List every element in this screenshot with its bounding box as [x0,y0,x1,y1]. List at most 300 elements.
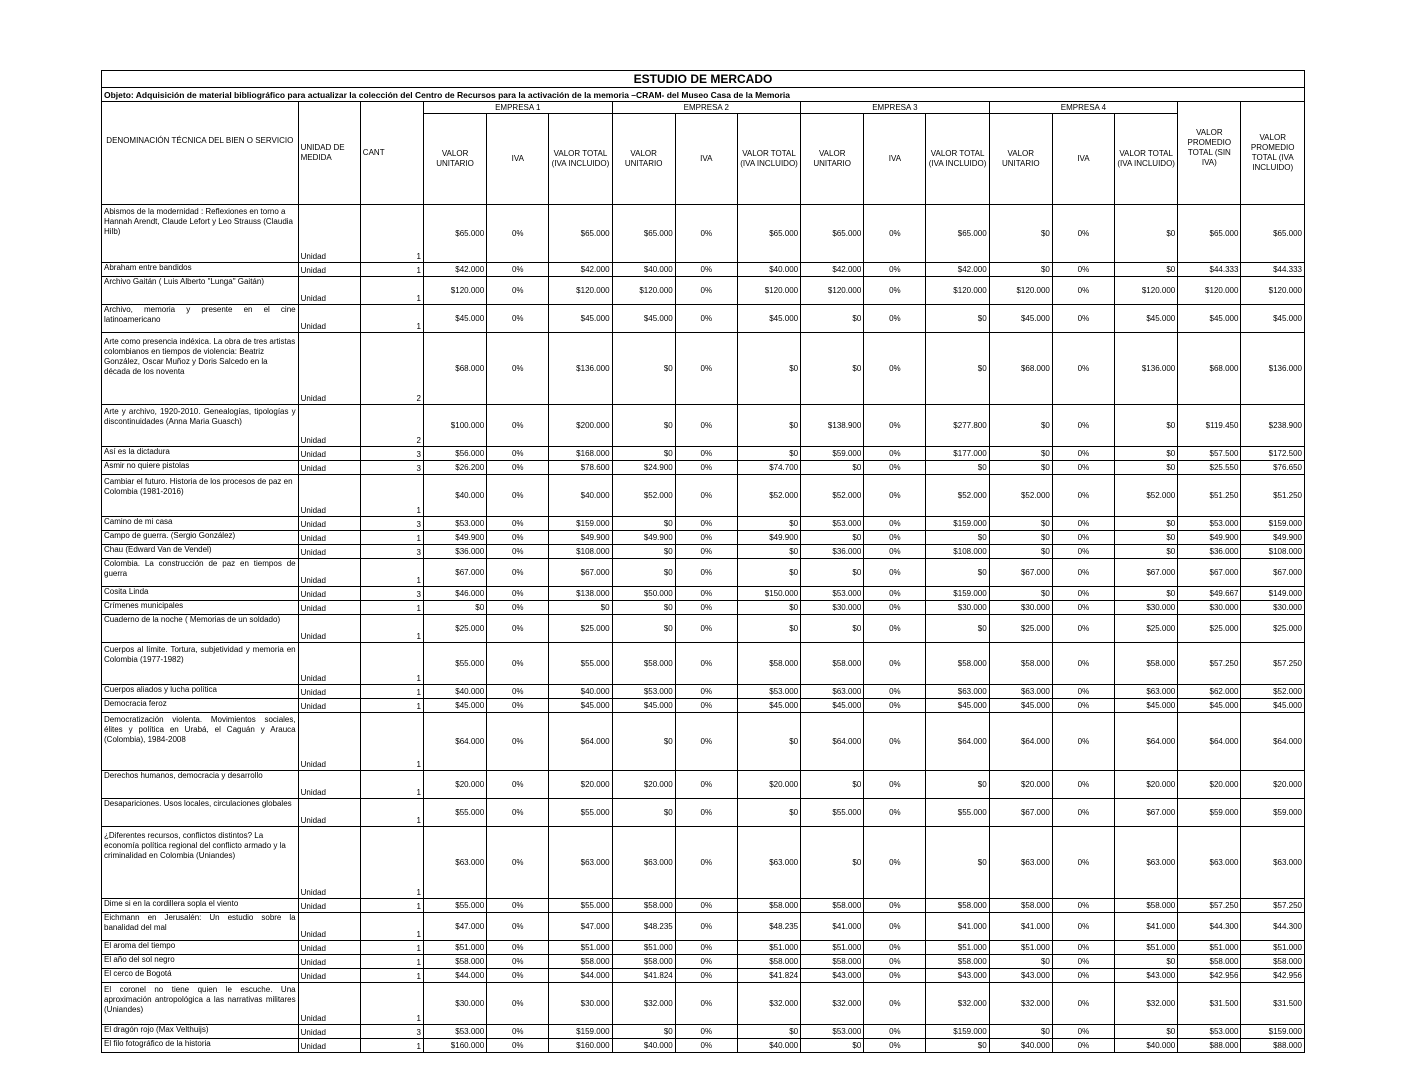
header-e1-valor-total: VALOR TOTAL (IVA INCLUIDO) [549,114,612,205]
item-unit: Unidad [298,517,360,531]
empresa-3-valor-total: $45.000 [926,699,989,713]
table-row [102,447,1305,461]
empresa-2-valor-unitario: $0 [612,601,675,615]
item-unit: Unidad [298,827,360,899]
table-row [102,475,1305,517]
header-e3-iva: IVA [864,114,926,205]
empresa-4-iva: 0% [1052,1039,1114,1053]
empresa-1-valor-total: $136.000 [549,333,612,405]
empresa-1-valor-total: $45.000 [549,305,612,333]
empresa-1-iva: 0% [487,475,549,517]
item-quantity: 1 [360,969,423,983]
empresa-2-valor-total: $0 [737,333,800,405]
objeto-line: Objeto: Adquisición de material bibliográfico para actualizar la colección del Centro de Recursos para la activación de la memoria –CRAM- del Museo Casa de la Memoria [102,88,1305,102]
empresa-4-valor-total: $52.000 [1115,475,1178,517]
promedio-iva: $42.956 [1241,969,1305,983]
promedio-iva: $120.000 [1241,277,1305,305]
promedio-iva: $44.300 [1241,913,1305,941]
table-row [102,545,1305,559]
empresa-4-valor-total: $30.000 [1115,601,1178,615]
empresa-1-valor-total: $44.000 [549,969,612,983]
item-description: Colombia. La construcción de paz en tiempos de guerra [102,559,299,587]
promedio-sin-iva: $45.000 [1178,699,1241,713]
promedio-sin-iva: $88.000 [1178,1039,1241,1053]
empresa-4-valor-unitario: $0 [989,405,1052,447]
empresa-2-valor-total: $58.000 [737,899,800,913]
empresa-2-iva: 0% [675,333,737,405]
header-empresa-4: EMPRESA 4 [989,102,1178,114]
empresa-1-valor-total: $55.000 [549,643,612,685]
empresa-3-iva: 0% [864,913,926,941]
item-description: Abismos de la modernidad : Reflexiones en torno a Hannah Arendt, Claude Lefort y Leo Strauss (Claudia Hilb) [102,205,299,263]
empresa-1-valor-unitario: $56.000 [423,447,486,461]
item-quantity: 3 [360,545,423,559]
empresa-3-valor-total: $159.000 [926,587,989,601]
item-unit: Unidad [298,447,360,461]
item-description: Arte y archivo, 1920-2010. Genealogías, tipologías y discontinuidades (Anna Maria Guasch) [102,405,299,447]
empresa-3-iva: 0% [864,333,926,405]
empresa-4-iva: 0% [1052,517,1114,531]
empresa-1-valor-unitario: $53.000 [423,517,486,531]
table-row [102,333,1305,405]
item-description: Chau (Edward Van de Vendel) [102,545,299,559]
item-quantity: 3 [360,587,423,601]
item-description: Derechos humanos, democracia y desarrollo [102,771,299,799]
empresa-4-valor-unitario: $0 [989,263,1052,277]
empresa-1-iva: 0% [487,405,549,447]
empresa-2-valor-unitario: $0 [612,1025,675,1039]
empresa-4-valor-unitario: $0 [989,447,1052,461]
table-row [102,941,1305,955]
table-row [102,277,1305,305]
empresa-1-valor-total: $108.000 [549,545,612,559]
item-quantity: 1 [360,1039,423,1053]
empresa-2-iva: 0% [675,305,737,333]
empresa-1-iva: 0% [487,799,549,827]
empresa-3-iva: 0% [864,531,926,545]
empresa-1-valor-total: $42.000 [549,263,612,277]
item-quantity: 1 [360,559,423,587]
empresa-2-iva: 0% [675,685,737,699]
empresa-2-valor-unitario: $0 [612,545,675,559]
empresa-4-valor-total: $136.000 [1115,333,1178,405]
empresa-1-valor-unitario: $0 [423,601,486,615]
empresa-4-valor-unitario: $32.000 [989,983,1052,1025]
empresa-4-valor-total: $0 [1115,461,1178,475]
empresa-2-valor-unitario: $0 [612,799,675,827]
empresa-3-iva: 0% [864,685,926,699]
empresa-4-iva: 0% [1052,559,1114,587]
empresa-1-iva: 0% [487,983,549,1025]
item-quantity: 1 [360,713,423,771]
empresa-2-valor-total: $45.000 [737,305,800,333]
promedio-iva: $159.000 [1241,517,1305,531]
header-e4-iva: IVA [1052,114,1114,205]
empresa-1-valor-total: $55.000 [549,799,612,827]
empresa-3-valor-unitario: $64.000 [801,713,864,771]
item-unit: Unidad [298,899,360,913]
item-unit: Unidad [298,531,360,545]
item-quantity: 1 [360,771,423,799]
empresa-2-valor-total: $40.000 [737,263,800,277]
empresa-3-valor-total: $55.000 [926,799,989,827]
empresa-1-iva: 0% [487,827,549,899]
empresa-1-iva: 0% [487,643,549,685]
empresa-1-valor-unitario: $45.000 [423,699,486,713]
promedio-iva: $45.000 [1241,305,1305,333]
empresa-4-iva: 0% [1052,587,1114,601]
promedio-iva: $44.333 [1241,263,1305,277]
empresa-3-iva: 0% [864,277,926,305]
item-description: Abraham entre bandidos [102,263,299,277]
item-unit: Unidad [298,205,360,263]
empresa-3-iva: 0% [864,461,926,475]
promedio-sin-iva: $44.300 [1178,913,1241,941]
promedio-iva: $31.500 [1241,983,1305,1025]
table-row [102,983,1305,1025]
empresa-2-valor-total: $20.000 [737,771,800,799]
empresa-3-valor-unitario: $32.000 [801,983,864,1025]
empresa-1-valor-total: $55.000 [549,899,612,913]
empresa-3-valor-unitario: $45.000 [801,699,864,713]
empresa-3-valor-total: $0 [926,305,989,333]
empresa-2-valor-total: $0 [737,559,800,587]
item-description: Camino de mi casa [102,517,299,531]
empresa-2-iva: 0% [675,545,737,559]
empresa-3-valor-unitario: $41.000 [801,913,864,941]
item-description: Archivo Gaitán ( Luis Alberto "Lunga" Gaitán) [102,277,299,305]
empresa-2-valor-unitario: $58.000 [612,643,675,685]
empresa-1-valor-unitario: $58.000 [423,955,486,969]
promedio-iva: $65.000 [1241,205,1305,263]
empresa-3-valor-total: $159.000 [926,1025,989,1039]
empresa-1-iva: 0% [487,713,549,771]
empresa-3-valor-unitario: $0 [801,305,864,333]
promedio-iva: $172.500 [1241,447,1305,461]
header-e3-valor-unitario: VALOR UNITARIO [801,114,864,205]
empresa-2-iva: 0% [675,517,737,531]
empresa-1-iva: 0% [487,685,549,699]
table-row [102,899,1305,913]
table-row [102,263,1305,277]
item-quantity: 1 [360,913,423,941]
promedio-sin-iva: $31.500 [1178,983,1241,1025]
header-promedio-sin-iva: VALOR PROMEDIO TOTAL (SIN IVA) [1178,102,1241,205]
empresa-3-valor-total: $0 [926,827,989,899]
empresa-2-iva: 0% [675,799,737,827]
empresa-3-valor-total: $51.000 [926,941,989,955]
empresa-4-valor-total: $64.000 [1115,713,1178,771]
empresa-4-valor-total: $0 [1115,587,1178,601]
empresa-2-iva: 0% [675,771,737,799]
empresa-2-valor-total: $74.700 [737,461,800,475]
empresa-2-valor-unitario: $50.000 [612,587,675,601]
empresa-1-iva: 0% [487,559,549,587]
empresa-3-valor-total: $32.000 [926,983,989,1025]
item-description: Desapariciones. Usos locales, circulaciones globales [102,799,299,827]
item-unit: Unidad [298,983,360,1025]
promedio-sin-iva: $119.450 [1178,405,1241,447]
empresa-2-valor-unitario: $41.824 [612,969,675,983]
empresa-4-valor-unitario: $64.000 [989,713,1052,771]
empresa-2-valor-total: $41.824 [737,969,800,983]
empresa-4-valor-total: $63.000 [1115,827,1178,899]
item-description: El dragón rojo (Max Velthuijs) [102,1025,299,1039]
empresa-4-valor-total: $120.000 [1115,277,1178,305]
table-row [102,827,1305,899]
item-quantity: 1 [360,305,423,333]
empresa-2-iva: 0% [675,643,737,685]
empresa-4-iva: 0% [1052,827,1114,899]
empresa-4-valor-unitario: $120.000 [989,277,1052,305]
page-title: ESTUDIO DE MERCADO [102,71,1305,88]
item-description: Campo de guerra. (Sergio González) [102,531,299,545]
empresa-3-valor-unitario: $53.000 [801,587,864,601]
empresa-3-valor-unitario: $120.000 [801,277,864,305]
empresa-2-iva: 0% [675,699,737,713]
item-unit: Unidad [298,601,360,615]
empresa-2-valor-total: $0 [737,601,800,615]
item-quantity: 2 [360,405,423,447]
empresa-4-valor-unitario: $0 [989,517,1052,531]
empresa-1-valor-total: $63.000 [549,827,612,899]
empresa-4-valor-total: $0 [1115,517,1178,531]
item-description: El cerco de Bogotá [102,969,299,983]
empresa-3-valor-total: $177.000 [926,447,989,461]
empresa-4-iva: 0% [1052,771,1114,799]
empresa-1-valor-unitario: $42.000 [423,263,486,277]
table-row [102,799,1305,827]
empresa-1-iva: 0% [487,447,549,461]
item-unit: Unidad [298,559,360,587]
table-row [102,713,1305,771]
empresa-2-valor-unitario: $0 [612,333,675,405]
empresa-1-valor-unitario: $46.000 [423,587,486,601]
header-e1-iva: IVA [487,114,549,205]
item-unit: Unidad [298,771,360,799]
table-row [102,305,1305,333]
promedio-sin-iva: $30.000 [1178,601,1241,615]
item-unit: Unidad [298,1039,360,1053]
empresa-2-valor-total: $45.000 [737,699,800,713]
empresa-4-valor-unitario: $25.000 [989,615,1052,643]
table-row [102,643,1305,685]
empresa-1-valor-unitario: $120.000 [423,277,486,305]
empresa-4-valor-unitario: $40.000 [989,1039,1052,1053]
empresa-4-valor-total: $20.000 [1115,771,1178,799]
empresa-1-valor-unitario: $49.900 [423,531,486,545]
item-description: Crímenes municipales [102,601,299,615]
empresa-2-valor-unitario: $65.000 [612,205,675,263]
empresa-3-valor-unitario: $65.000 [801,205,864,263]
empresa-1-valor-total: $40.000 [549,475,612,517]
empresa-1-iva: 0% [487,277,549,305]
empresa-4-iva: 0% [1052,941,1114,955]
empresa-3-valor-unitario: $53.000 [801,1025,864,1039]
empresa-3-valor-unitario: $138.900 [801,405,864,447]
item-unit: Unidad [298,461,360,475]
promedio-iva: $63.000 [1241,827,1305,899]
promedio-sin-iva: $25.000 [1178,615,1241,643]
empresa-2-valor-total: $58.000 [737,955,800,969]
item-unit: Unidad [298,699,360,713]
item-description: Dime si en la cordillera sopla el viento [102,899,299,913]
item-unit: Unidad [298,969,360,983]
empresa-2-valor-unitario: $24.900 [612,461,675,475]
empresa-4-iva: 0% [1052,955,1114,969]
empresa-3-iva: 0% [864,643,926,685]
empresa-4-iva: 0% [1052,615,1114,643]
empresa-3-valor-total: $159.000 [926,517,989,531]
item-unit: Unidad [298,545,360,559]
empresa-2-valor-total: $51.000 [737,941,800,955]
empresa-3-valor-total: $0 [926,1039,989,1053]
empresa-4-valor-unitario: $0 [989,461,1052,475]
empresa-4-iva: 0% [1052,263,1114,277]
empresa-2-valor-total: $65.000 [737,205,800,263]
empresa-4-iva: 0% [1052,545,1114,559]
promedio-sin-iva: $59.000 [1178,799,1241,827]
empresa-1-valor-total: $64.000 [549,713,612,771]
item-quantity: 1 [360,475,423,517]
promedio-sin-iva: $45.000 [1178,305,1241,333]
empresa-1-valor-total: $40.000 [549,685,612,699]
empresa-1-iva: 0% [487,941,549,955]
header-empresa-1: EMPRESA 1 [423,102,612,114]
empresa-3-valor-total: $64.000 [926,713,989,771]
promedio-iva: $159.000 [1241,1025,1305,1039]
empresa-1-iva: 0% [487,1039,549,1053]
promedio-iva: $57.250 [1241,643,1305,685]
item-description: Cambiar el futuro. Historia de los procesos de paz en Colombia (1981-2016) [102,475,299,517]
empresa-1-valor-unitario: $47.000 [423,913,486,941]
item-unit: Unidad [298,913,360,941]
empresa-1-valor-unitario: $25.000 [423,615,486,643]
item-quantity: 1 [360,615,423,643]
empresa-4-valor-unitario: $0 [989,955,1052,969]
empresa-1-iva: 0% [487,913,549,941]
item-unit: Unidad [298,1025,360,1039]
empresa-2-iva: 0% [675,277,737,305]
empresa-2-valor-total: $63.000 [737,827,800,899]
empresa-1-valor-total: $51.000 [549,941,612,955]
empresa-4-valor-unitario: $41.000 [989,913,1052,941]
promedio-sin-iva: $49.900 [1178,531,1241,545]
empresa-3-iva: 0% [864,1025,926,1039]
empresa-4-iva: 0% [1052,713,1114,771]
empresa-1-valor-unitario: $55.000 [423,799,486,827]
table-row [102,685,1305,699]
item-description: El aroma del tiempo [102,941,299,955]
empresa-2-valor-total: $49.900 [737,531,800,545]
item-quantity: 1 [360,699,423,713]
item-description: Democracia feroz [102,699,299,713]
empresa-4-valor-total: $45.000 [1115,305,1178,333]
empresa-4-iva: 0% [1052,913,1114,941]
promedio-iva: $64.000 [1241,713,1305,771]
empresa-2-iva: 0% [675,587,737,601]
item-quantity: 1 [360,277,423,305]
item-description: El filo fotográfico de la historia [102,1039,299,1053]
empresa-4-valor-unitario: $63.000 [989,685,1052,699]
empresa-1-iva: 0% [487,545,549,559]
empresa-2-iva: 0% [675,205,737,263]
empresa-3-valor-unitario: $58.000 [801,643,864,685]
table-row [102,615,1305,643]
header-empresa-3: EMPRESA 3 [801,102,990,114]
empresa-2-valor-unitario: $0 [612,559,675,587]
empresa-3-valor-unitario: $0 [801,333,864,405]
empresa-3-iva: 0% [864,941,926,955]
empresa-3-valor-unitario: $55.000 [801,799,864,827]
promedio-sin-iva: $51.000 [1178,941,1241,955]
header-unidad: UNIDAD DE MEDIDA [298,102,360,205]
empresa-4-valor-total: $25.000 [1115,615,1178,643]
item-quantity: 1 [360,799,423,827]
item-quantity: 1 [360,601,423,615]
empresa-4-valor-total: $43.000 [1115,969,1178,983]
empresa-3-iva: 0% [864,899,926,913]
empresa-2-iva: 0% [675,615,737,643]
promedio-iva: $52.000 [1241,685,1305,699]
empresa-2-valor-unitario: $52.000 [612,475,675,517]
item-quantity: 2 [360,333,423,405]
empresa-4-valor-total: $0 [1115,1025,1178,1039]
empresa-2-valor-unitario: $40.000 [612,263,675,277]
table-row [102,405,1305,447]
promedio-sin-iva: $53.000 [1178,517,1241,531]
promedio-sin-iva: $36.000 [1178,545,1241,559]
item-unit: Unidad [298,277,360,305]
promedio-sin-iva: $44.333 [1178,263,1241,277]
item-description: Eichmann en Jerusalén: Un estudio sobre la banalidad del mal [102,913,299,941]
empresa-2-iva: 0% [675,713,737,771]
empresa-1-valor-unitario: $68.000 [423,333,486,405]
item-quantity: 1 [360,263,423,277]
promedio-iva: $59.000 [1241,799,1305,827]
empresa-2-valor-unitario: $0 [612,713,675,771]
empresa-2-valor-total: $0 [737,405,800,447]
empresa-2-valor-total: $0 [737,1025,800,1039]
empresa-4-valor-total: $0 [1115,205,1178,263]
empresa-3-valor-total: $63.000 [926,685,989,699]
promedio-sin-iva: $62.000 [1178,685,1241,699]
empresa-1-valor-total: $159.000 [549,1025,612,1039]
item-quantity: 1 [360,899,423,913]
empresa-1-iva: 0% [487,587,549,601]
promedio-sin-iva: $68.000 [1178,333,1241,405]
empresa-4-iva: 0% [1052,461,1114,475]
empresa-4-valor-unitario: $67.000 [989,799,1052,827]
promedio-iva: $238.900 [1241,405,1305,447]
table-row [102,969,1305,983]
empresa-3-valor-unitario: $58.000 [801,955,864,969]
item-quantity: 3 [360,1025,423,1039]
item-description: Cuerpos aliados y lucha política [102,685,299,699]
empresa-3-iva: 0% [864,1039,926,1053]
empresa-3-valor-unitario: $30.000 [801,601,864,615]
empresa-1-iva: 0% [487,1025,549,1039]
item-quantity: 3 [360,461,423,475]
empresa-2-valor-total: $40.000 [737,1039,800,1053]
empresa-1-valor-total: $120.000 [549,277,612,305]
empresa-1-valor-total: $20.000 [549,771,612,799]
promedio-sin-iva: $49.667 [1178,587,1241,601]
empresa-2-valor-total: $0 [737,517,800,531]
empresa-2-valor-total: $52.000 [737,475,800,517]
empresa-3-iva: 0% [864,969,926,983]
promedio-sin-iva: $42.956 [1178,969,1241,983]
